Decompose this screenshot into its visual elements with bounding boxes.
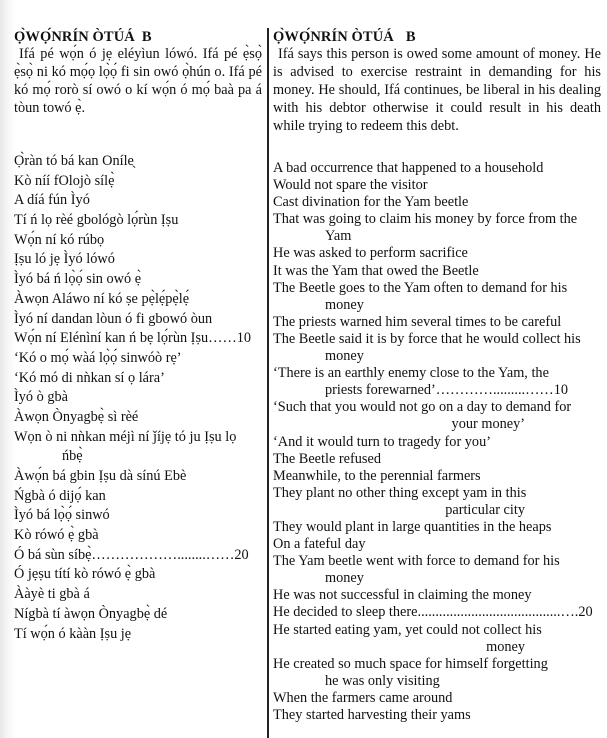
english-verse-line: The Yam beetle went with force to demand for his <box>273 553 560 570</box>
yoruba-verse-line: ‘Kó o mọ́ wàá lọ̀ọ́ sinwóò rẹ’ <box>14 349 182 366</box>
yoruba-verse-line: Wọ́n ní Elénìní kan ń bẹ lọ́rùn Ịṣu……10 <box>14 330 252 347</box>
english-verse-line: Yam <box>325 228 352 245</box>
yoruba-intro-paragraph: Ifá pé wọ́n ó jẹ eléyìun lówó. Ifá pé ẹ̀sọ̀ ẹ̀sọ̀ ni kó mọ́ọ lọ̀ọ́ fi sin owó ọ̀hún o. Ifá pé kó mọ́ rorò sí owó o kí wọ́n ó mọ́ baà pa á tòun towó ẹ̀. <box>14 46 262 116</box>
yoruba-verse-line: Tí wọ́n ó kààn Ịṣu jẹ <box>14 625 132 642</box>
english-verse-line: When the farmers came around <box>273 689 453 706</box>
yoruba-verse-line: Ọ̀ràn tó bá kan Oníle̖ <box>14 153 134 169</box>
english-verse-line: Meanwhile, to the perennial farmers <box>273 467 481 484</box>
english-verse-line: They would plant in large quantities in the heaps <box>273 518 552 535</box>
english-verse-line: money <box>325 296 364 313</box>
english-verse-line: The Beetle refused <box>273 450 381 467</box>
english-verse-line: The priests warned him several times to be careful <box>273 313 562 330</box>
english-verse-line: ‘And it would turn to tragedy for you’ <box>273 433 491 450</box>
yoruba-verse-line: Nígbà tí àwọn Ònyagbẹ̀ dé <box>14 605 168 622</box>
yoruba-verse-line: Wọn ò ni nǹkan méjì ní ǰíjẹ tó ju Ịṣu lọ <box>14 428 237 445</box>
yoruba-verse-line: Kò rówó ẹ̀ gbà <box>14 527 99 544</box>
english-heading-code: B <box>405 29 416 45</box>
yoruba-verse-line: Ịṣu ló jẹ Ìyó lówó <box>14 251 115 268</box>
english-verse-line: Would not spare the visitor <box>273 177 428 194</box>
english-verse-line: He was not successful in claiming the money <box>273 587 532 604</box>
english-heading-title: Ọ̀WỌ́NRÍN ÒTÚÁ <box>273 29 394 45</box>
english-verse-line: priests forewarned’………….........……10 <box>325 382 568 399</box>
english-verse-line: money <box>486 638 525 655</box>
english-verse-line: That was going to claim his money by force from the <box>273 211 578 228</box>
yoruba-verse-line: Ó bá sùn síbẹ̀………………........……20 <box>14 546 249 563</box>
yoruba-verse-line: Ńgbà ó dijọ́ kan <box>14 487 106 504</box>
english-verse-line: He decided to sleep there........................................….20 <box>273 604 593 621</box>
english-verse-line: money <box>325 570 364 587</box>
yoruba-verse-line: Àwọ́n bá gbin Ịṣu dà sínú Ebè <box>14 468 187 484</box>
yoruba-verse-line: Ààyè ti gbà á <box>14 586 90 603</box>
english-verse-line: your money’ <box>451 416 525 433</box>
english-heading <box>273 28 416 46</box>
english-verse <box>273 160 605 724</box>
yoruba-verse-line: Kò níí fOlojò sílẹ̀ <box>14 172 115 189</box>
english-verse-line: The Beetle goes to the Yam often to demand for his <box>273 279 568 296</box>
yoruba-verse-line: ‘Kó mó di nǹkan sí ọ lára’ <box>14 369 165 386</box>
english-verse-line: A bad occurrence that happened to a household <box>273 160 544 176</box>
yoruba-verse-line: A díá fún Ìyó <box>14 192 90 209</box>
yoruba-verse <box>14 152 264 644</box>
english-verse-line: On a fateful day <box>273 536 366 553</box>
english-verse-line: The Beetle said it is by force that he would collect his <box>273 330 581 347</box>
english-verse-line: He started eating yam, yet could not collect his <box>273 621 542 638</box>
english-verse-line: Cast divination for the Yam beetle <box>273 194 469 211</box>
column-divider <box>267 28 269 738</box>
english-verse-line: he was only visiting <box>325 672 440 689</box>
yoruba-verse-line: Ìyó ní dandan lòun ó fi gbowó òun <box>14 310 213 327</box>
english-verse-line: ‘There is an earthly enemy close to the Yam, the <box>273 365 549 382</box>
yoruba-verse-line: ńbẹ̀ <box>62 448 83 465</box>
yoruba-verse-line: Ìyó ò gbà <box>14 389 68 406</box>
yoruba-heading <box>14 28 152 46</box>
yoruba-verse-line: Àwọn Aláwo ní kó ṣe pẹ̀lẹ́pẹ̀lẹ́ <box>14 290 190 307</box>
yoruba-verse-line: Tí ń lọ rèé gbológò lọ́rùn Ịṣu <box>14 212 179 229</box>
english-verse-line: They started harvesting their yams <box>273 707 471 723</box>
yoruba-verse-line: Wọ́n ní kó rúbọ <box>14 231 105 248</box>
english-verse-line: They plant no other thing except yam in this <box>273 484 527 501</box>
yoruba-verse-line: Àwọn Ònyagbẹ̀ sì rèé <box>14 408 139 425</box>
yoruba-verse-line: Ìyó bá lọ̀ọ́ sinwó <box>14 507 110 524</box>
english-verse-line: He created so much space for himself forgetting <box>273 655 548 672</box>
english-verse-line: particular city <box>445 501 525 518</box>
english-verse-line: money <box>325 348 364 365</box>
yoruba-heading-title: Ọ̀WỌ́NRÍN ÒTÚÁ <box>14 29 135 45</box>
english-verse-line: ‘Such that you would not go on a day to demand for <box>273 399 572 416</box>
english-verse-line: It was the Yam that owed the Beetle <box>273 262 479 279</box>
yoruba-heading-code: B <box>141 29 152 45</box>
english-verse-line: He was asked to perform sacrifice <box>273 245 468 262</box>
english-intro-paragraph: Ifá says this person is owed some amount of money. He is advised to exercise restraint in demanding for his money. He should, Ifá continues, be liberal in his dealing with his debtor otherwise it could result in his death while trying to redeem this debt. <box>273 46 601 134</box>
yoruba-verse-line: Ìyó bá ń lọ̀ọ́ sin owó ẹ̀ <box>14 271 142 288</box>
yoruba-verse-line: Ó jẹṣu títí kò rówó ẹ̀ gbà <box>14 566 156 583</box>
